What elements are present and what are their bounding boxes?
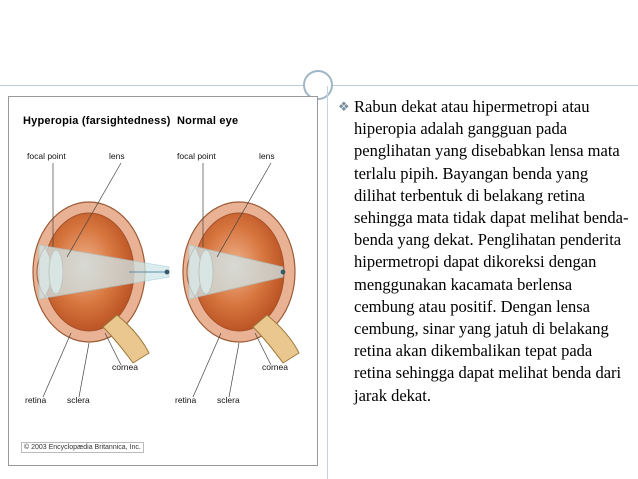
bullet-marker-icon: ❖ bbox=[338, 99, 350, 114]
label-focal-point-right: focal point bbox=[177, 151, 216, 161]
label-sclera-right: sclera bbox=[217, 395, 240, 405]
body-text-panel bbox=[338, 96, 632, 476]
label-lens-left: lens bbox=[109, 151, 125, 161]
figure-canvas bbox=[9, 97, 317, 465]
label-retina-left: retina bbox=[25, 395, 47, 405]
figure-title-normal-eye: Normal eye bbox=[177, 115, 239, 127]
label-cornea-right: cornea bbox=[262, 362, 288, 372]
label-lens-right: lens bbox=[259, 151, 275, 161]
bullet-item bbox=[338, 96, 632, 407]
label-sclera-left: sclera bbox=[67, 395, 90, 405]
figure-title-hyperopia: Hyperopia (farsightedness) bbox=[23, 115, 171, 127]
bullet-paragraph: Rabun dekat atau hipermetropi atau hiperopia adalah gangguan pada penglihatan yang disebabkan lensa mata terlalu pipih. Bayangan benda yang dilihat terbentuk di belakang retina sehingga mata tidak dapat melihat benda-benda yang dekat. Penglihatan penderita hipermetropi dapat dikoreksi dengan menggunakan kacamata berlensa cembung atau positif. Dengan lensa cembung, sinar yang jatuh di belakang retina akan dikembalikan tepat pada retina sehingga dapat melihat benda dari jarak dekat. bbox=[354, 97, 629, 405]
eye-diagram-figure bbox=[8, 96, 318, 466]
column-divider-line bbox=[327, 86, 328, 479]
label-focal-point-left: focal point bbox=[27, 151, 66, 161]
label-cornea-left: cornea bbox=[112, 362, 138, 372]
figure-credit: © 2003 Encyclopædia Britannica, Inc. bbox=[21, 442, 144, 453]
label-retina-right: retina bbox=[175, 395, 197, 405]
